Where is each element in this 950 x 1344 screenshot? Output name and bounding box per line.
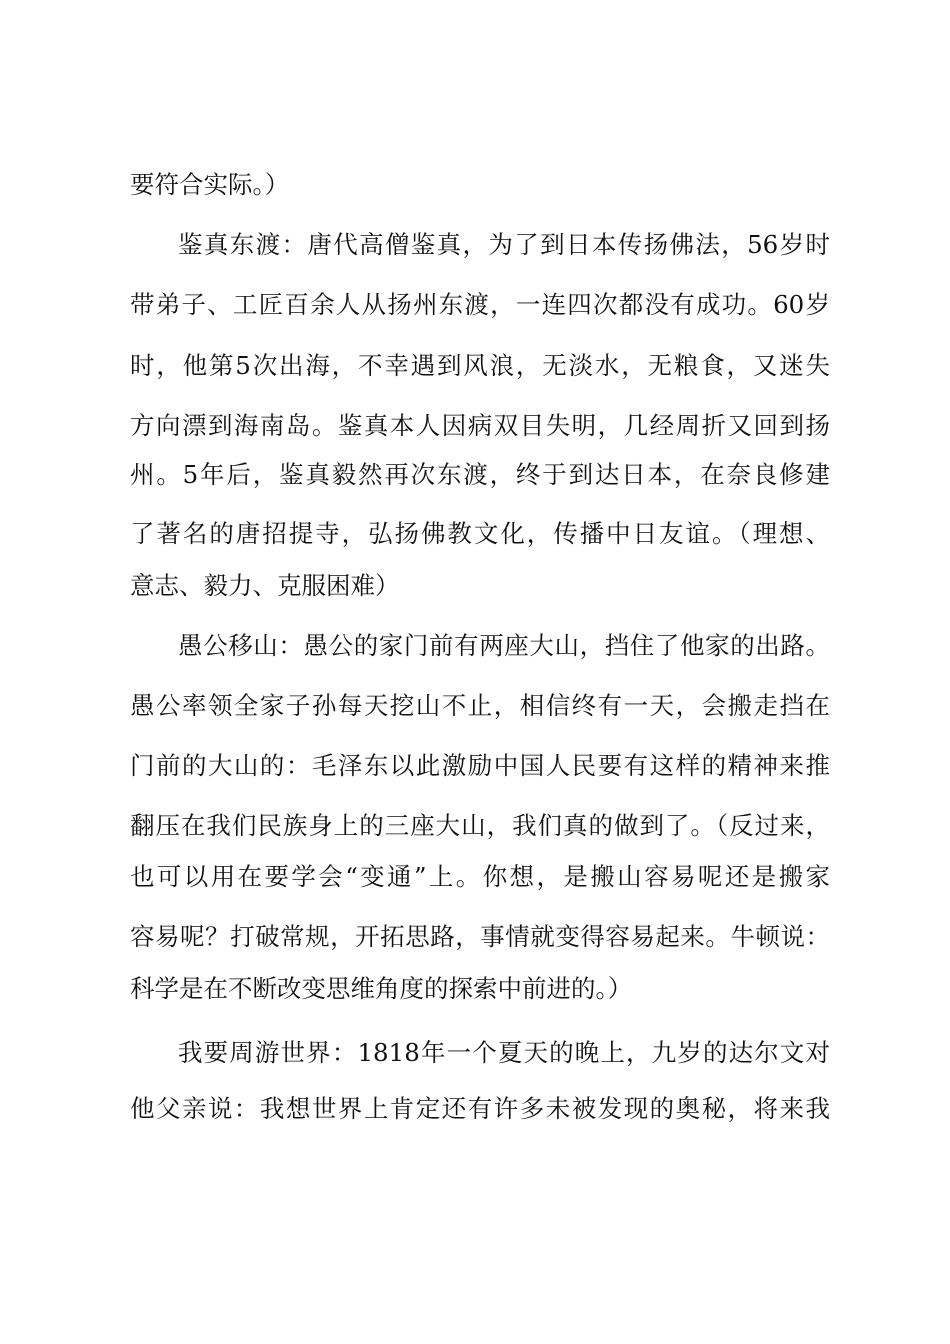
text-line-12: 翻压在我们民族身上的三座大山，我们真的做到了。（反过来，: [130, 811, 830, 840]
text-line-7: 了著名的唐招提寺，弘扬佛教文化，传播中日友谊。（理想、: [130, 519, 830, 548]
text-line-8: 意志、毅力、克服困难）: [130, 571, 400, 600]
text-line-17: 他父亲说：我想世界上肯定还有许多未被发现的奥秘，将来我: [130, 1094, 830, 1123]
text-line-1: 要符合实际。）: [130, 170, 290, 199]
text-line-16: 我要周游世界：1818年一个夏天的晚上，九岁的达尔文对: [178, 1038, 830, 1067]
text-line-4: 时，他第5次出海，不幸遇到风浪，无淡水，无粮食，又迷失: [130, 351, 830, 380]
text-line-11: 门前的大山的：毛泽东以此激励中国人民要有这样的精神来推: [130, 751, 830, 780]
text-line-2: 鉴真东渡：唐代高僧鉴真，为了到日本传扬佛法，56岁时: [178, 230, 830, 259]
text-line-13: 也可以用在要学会“变通”上。你想，是搬山容易呢还是搬家: [130, 862, 830, 891]
text-line-14: 容易呢？打破常规，开拓思路，事情就变得容易起来。牛顿说：: [130, 922, 830, 951]
text-line-6: 州。5年后，鉴真毅然再次东渡，终于到达日本，在奈良修建: [130, 460, 830, 489]
text-line-9: 愚公移山：愚公的家门前有两座大山，挡住了他家的出路。: [178, 631, 830, 660]
text-line-3: 带弟子、工匠百余人从扬州东渡，一连四次都没有成功。60岁: [130, 290, 830, 319]
text-line-10: 愚公率领全家子孙每天挖山不止，相信终有一天，会搬走挡在: [130, 691, 830, 720]
text-line-15: 科学是在不断改变思维角度的探索中前进的。）: [130, 974, 633, 1003]
text-line-5: 方向漂到海南岛。鉴真本人因病双目失明，几经周折又回到扬: [130, 411, 830, 440]
